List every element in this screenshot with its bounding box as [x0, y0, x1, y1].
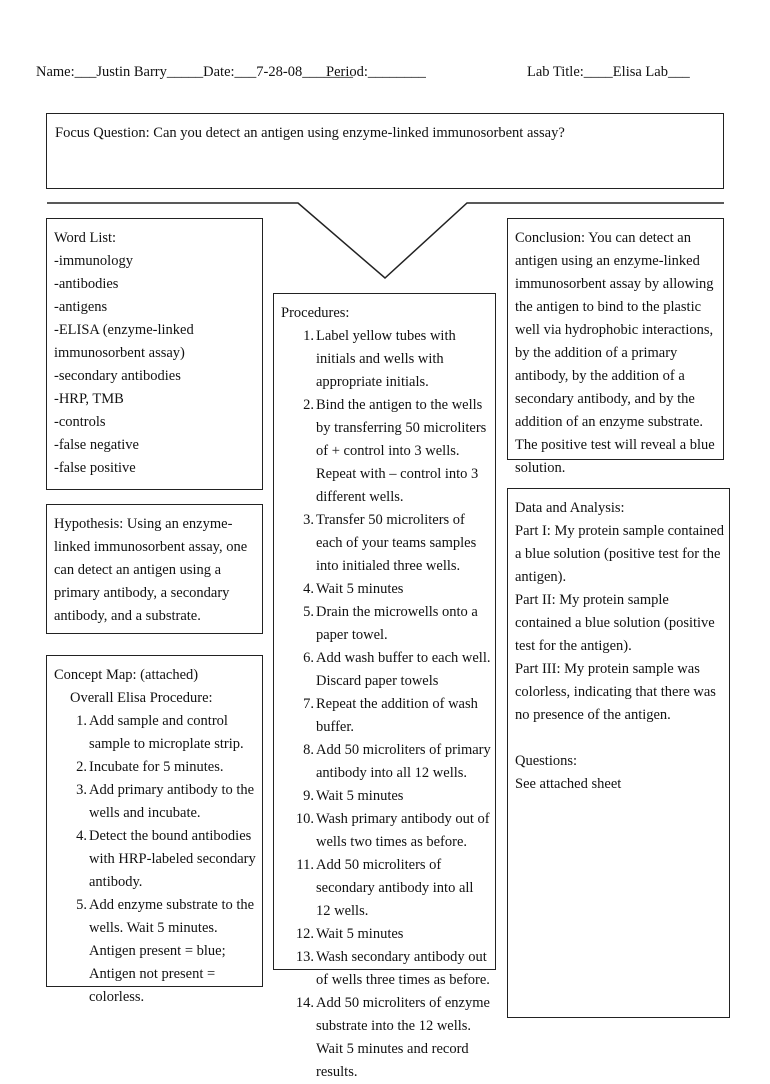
period-field: Period:________ [326, 64, 426, 80]
procedure-step: 10. Wash primary antibody out of wells two times as before. [295, 811, 490, 850]
word-list-title: Word List: [54, 230, 117, 246]
hypothesis-text: Hypothesis: Using an enzyme-linked immunosorbent assay, one can detect an antigen using a primary antibody, a secondary antibody, and a substrate. [54, 516, 248, 624]
concept-map-step: 3. Add primary antibody to the wells and incubate. [76, 782, 255, 821]
concept-map-step: 1. Add sample and control sample to microplate strip. [76, 713, 244, 752]
concept-map-box [46, 655, 263, 1005]
questions-text: See attached sheet [515, 776, 622, 792]
procedure-step: 6. Add wash buffer to each well. Discard paper towels [303, 650, 491, 689]
name-date-line: Name:___Justin Barry_____Date:___7-28-08_______ [36, 64, 353, 80]
focus-question-text: Focus Question: Can you detect an antigen using enzyme-linked immunosorbent assay? [55, 125, 565, 141]
procedure-step: 4. Wait 5 minutes [303, 581, 404, 597]
questions-title: Questions: [515, 753, 578, 769]
procedure-step: 3. Transfer 50 microliters of each of your teams samples into initialed three wells. [303, 512, 477, 574]
word-list-item: -ELISA (enzyme-linked immunosorbent assay) [54, 322, 194, 361]
concept-map-step: 4. Detect the bound antibodies with HRP-labeled secondary antibody. [76, 828, 256, 890]
data-analysis-box [507, 488, 730, 1018]
procedure-step: 9. Wait 5 minutes [303, 788, 404, 804]
procedure-step: 2. Bind the antigen to the wells by transferring 50 microliters of + control into 3 wells. Repeat with – control into 3 different wells. [303, 397, 487, 505]
word-list-item: -antigens [54, 299, 108, 315]
word-list-item: -HRP, TMB [54, 391, 124, 407]
word-list-item: -immunology [54, 253, 133, 269]
data-analysis-part: Part II: My protein sample contained a blue solution (positive test for the antigen). [515, 592, 715, 654]
data-analysis-title: Data and Analysis: [515, 500, 625, 516]
conclusion-text: Conclusion: You can detect an antigen using an enzyme-linked immunosorbent assay by allowing the antigen to bind to the plastic well via hydrophobic interactions, by the addition of a primary antibody, by the addition of a secondary antibody, and by the addition of an enzyme substrate. The positive test will reveal a blue solution. [515, 230, 715, 476]
concept-map-step: 5. Add enzyme substrate to the wells. Wait 5 minutes. Antigen present = blue; Antigen not present = colorless. [76, 897, 255, 1005]
procedure-step: 11. Add 50 microliters of secondary antibody into all 12 wells. [296, 857, 474, 919]
procedure-step: 5. Drain the microwells onto a paper towel. [303, 604, 478, 643]
word-list-box [46, 218, 263, 490]
word-list-item: -false negative [54, 437, 139, 453]
procedures-title: Procedures: [281, 305, 350, 321]
procedure-step: 13. Wash secondary antibody out of wells three times as before. [295, 949, 490, 988]
lab-title-field: Lab Title:____Elisa Lab___ [527, 64, 690, 80]
procedure-step: 8. Add 50 microliters of primary antibody into all 12 wells. [303, 742, 491, 781]
word-list-item: -false positive [54, 460, 136, 476]
concept-map-subtitle: Overall Elisa Procedure: [70, 690, 213, 706]
procedure-step: 1. Label yellow tubes with initials and wells with appropriate initials. [303, 328, 456, 390]
word-list-item: -controls [54, 414, 106, 430]
procedure-step: 14. Add 50 microliters of enzyme substrate into the 12 wells. Wait 5 minutes and record results. [295, 995, 490, 1080]
hypothesis-box [46, 504, 263, 634]
procedure-step: 12. Wait 5 minutes [295, 926, 404, 942]
data-analysis-part: Part I: My protein sample contained a blue solution (positive test for the antigen). [515, 523, 724, 585]
concept-map-title: Concept Map: (attached) [54, 667, 199, 683]
procedure-step: 7. Repeat the addition of wash buffer. [303, 696, 478, 735]
conclusion-box [507, 218, 724, 476]
concept-map-step: 2. Incubate for 5 minutes. [76, 759, 224, 775]
data-analysis-part: Part III: My protein sample was colorless, indicating that there was no presence of the antigen. [515, 661, 716, 723]
word-list-item: -secondary antibodies [54, 368, 181, 384]
word-list-item: -antibodies [54, 276, 119, 292]
procedures-box [273, 293, 496, 1080]
